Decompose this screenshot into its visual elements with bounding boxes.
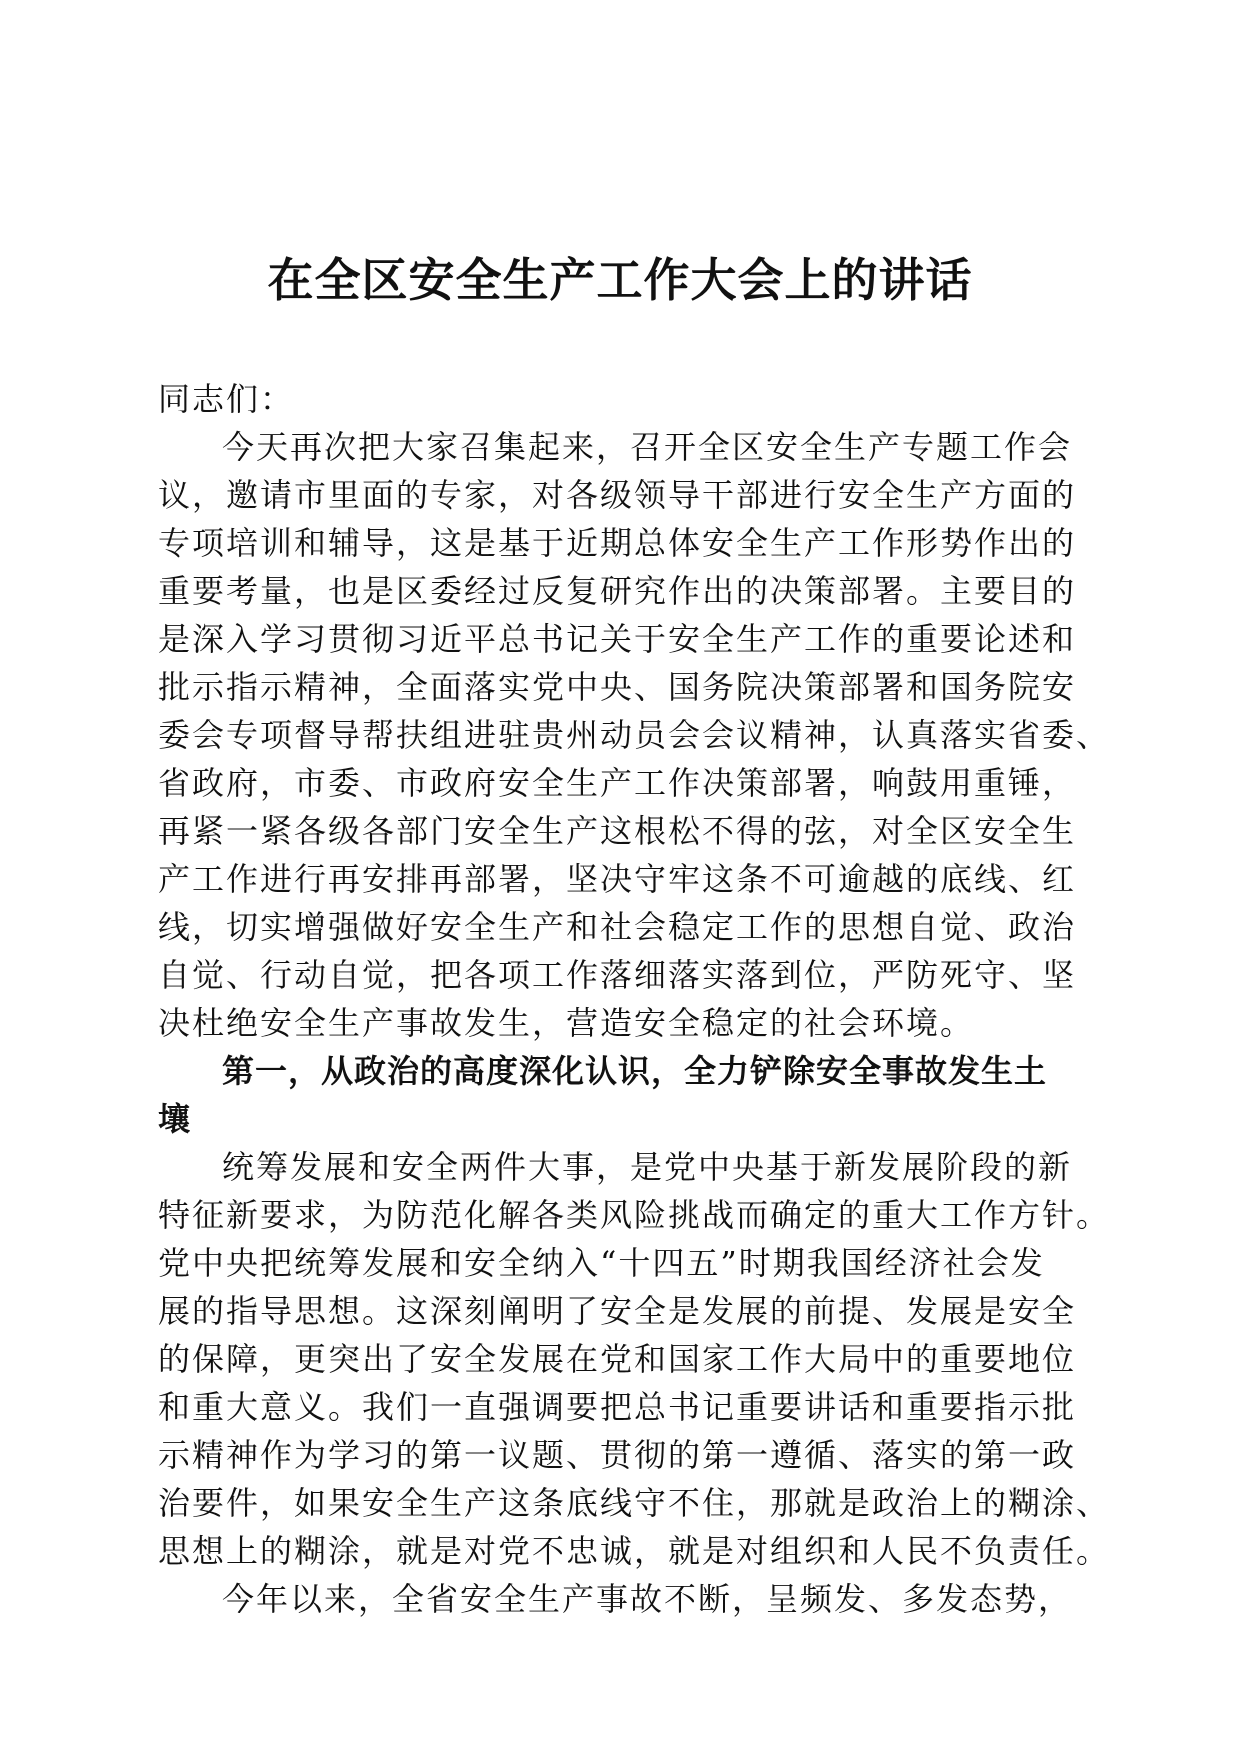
document-title: 在全区安全生产工作大会上的讲话 (267, 253, 973, 307)
paragraph-line: 治要件，如果安全生产这条底线守不住，那就是政治上的糊涂、 (158, 1484, 1111, 1522)
paragraph-line: 和重大意义。我们一直强调要把总书记重要讲话和重要指示批 (158, 1388, 1077, 1426)
paragraph-line: 议，邀请市里面的专家，对各级领导干部进行安全生产方面的 (158, 476, 1077, 514)
paragraph-line: 是深入学习贯彻习近平总书记关于安全生产工作的重要论述和 (158, 620, 1077, 658)
section-heading-line: 第一，从政治的高度深化认识，全力铲除安全事故发生土 (222, 1052, 1048, 1090)
paragraph-line: 特征新要求，为防范化解各类风险挑战而确定的重大工作方针。 (158, 1196, 1111, 1234)
paragraph-line: 产工作进行再安排再部署，坚决守牢这条不可逾越的底线、红 (158, 860, 1077, 898)
paragraph-line: 再紧一紧各级各部门安全生产这根松不得的弦，对全区安全生 (158, 812, 1077, 850)
paragraph-line: 省政府，市委、市政府安全生产工作决策部署，响鼓用重锤， (158, 764, 1077, 802)
document-body (158, 375, 1111, 1623)
paragraph-line: 同志们： (158, 380, 295, 418)
paragraph-line: 统筹发展和安全两件大事，是党中央基于新发展阶段的新 (222, 1148, 1073, 1186)
section-heading-line: 壤 (158, 1100, 192, 1138)
paragraph-line: 今年以来，全省安全生产事故不断，呈频发、多发态势， (222, 1580, 1073, 1618)
paragraph-line: 展的指导思想。这深刻阐明了安全是发展的前提、发展是安全 (158, 1292, 1077, 1330)
paragraph-line: 自觉、行动自觉，把各项工作落细落实落到位，严防死守、坚 (158, 956, 1077, 994)
paragraph-line: 思想上的糊涂，就是对党不忠诚，就是对组织和人民不负责任。 (158, 1532, 1111, 1570)
paragraph-line: 重要考量，也是区委经过反复研究作出的决策部署。主要目的 (158, 572, 1077, 610)
paragraph-line: 党中央把统筹发展和安全纳入“十四五”时期我国经济社会发 (158, 1244, 1045, 1282)
paragraph-line: 示精神作为学习的第一议题、贯彻的第一遵循、落实的第一政 (158, 1436, 1077, 1474)
paragraph-line: 委会专项督导帮扶组进驻贵州动员会会议精神，认真落实省委、 (158, 716, 1111, 754)
paragraph-line: 批示指示精神，全面落实党中央、国务院决策部署和国务院安 (158, 668, 1077, 706)
paragraph-line: 决杜绝安全生产事故发生，营造安全稳定的社会环境。 (158, 1004, 975, 1042)
paragraph-line: 的保障，更突出了安全发展在党和国家工作大局中的重要地位 (158, 1340, 1077, 1378)
paragraph-line: 线，切实增强做好安全生产和社会稳定工作的思想自觉、政治 (158, 908, 1077, 946)
paragraph-line: 专项培训和辅导，这是基于近期总体安全生产工作形势作出的 (158, 524, 1077, 562)
paragraph-line: 今天再次把大家召集起来，召开全区安全生产专题工作会 (222, 428, 1073, 466)
